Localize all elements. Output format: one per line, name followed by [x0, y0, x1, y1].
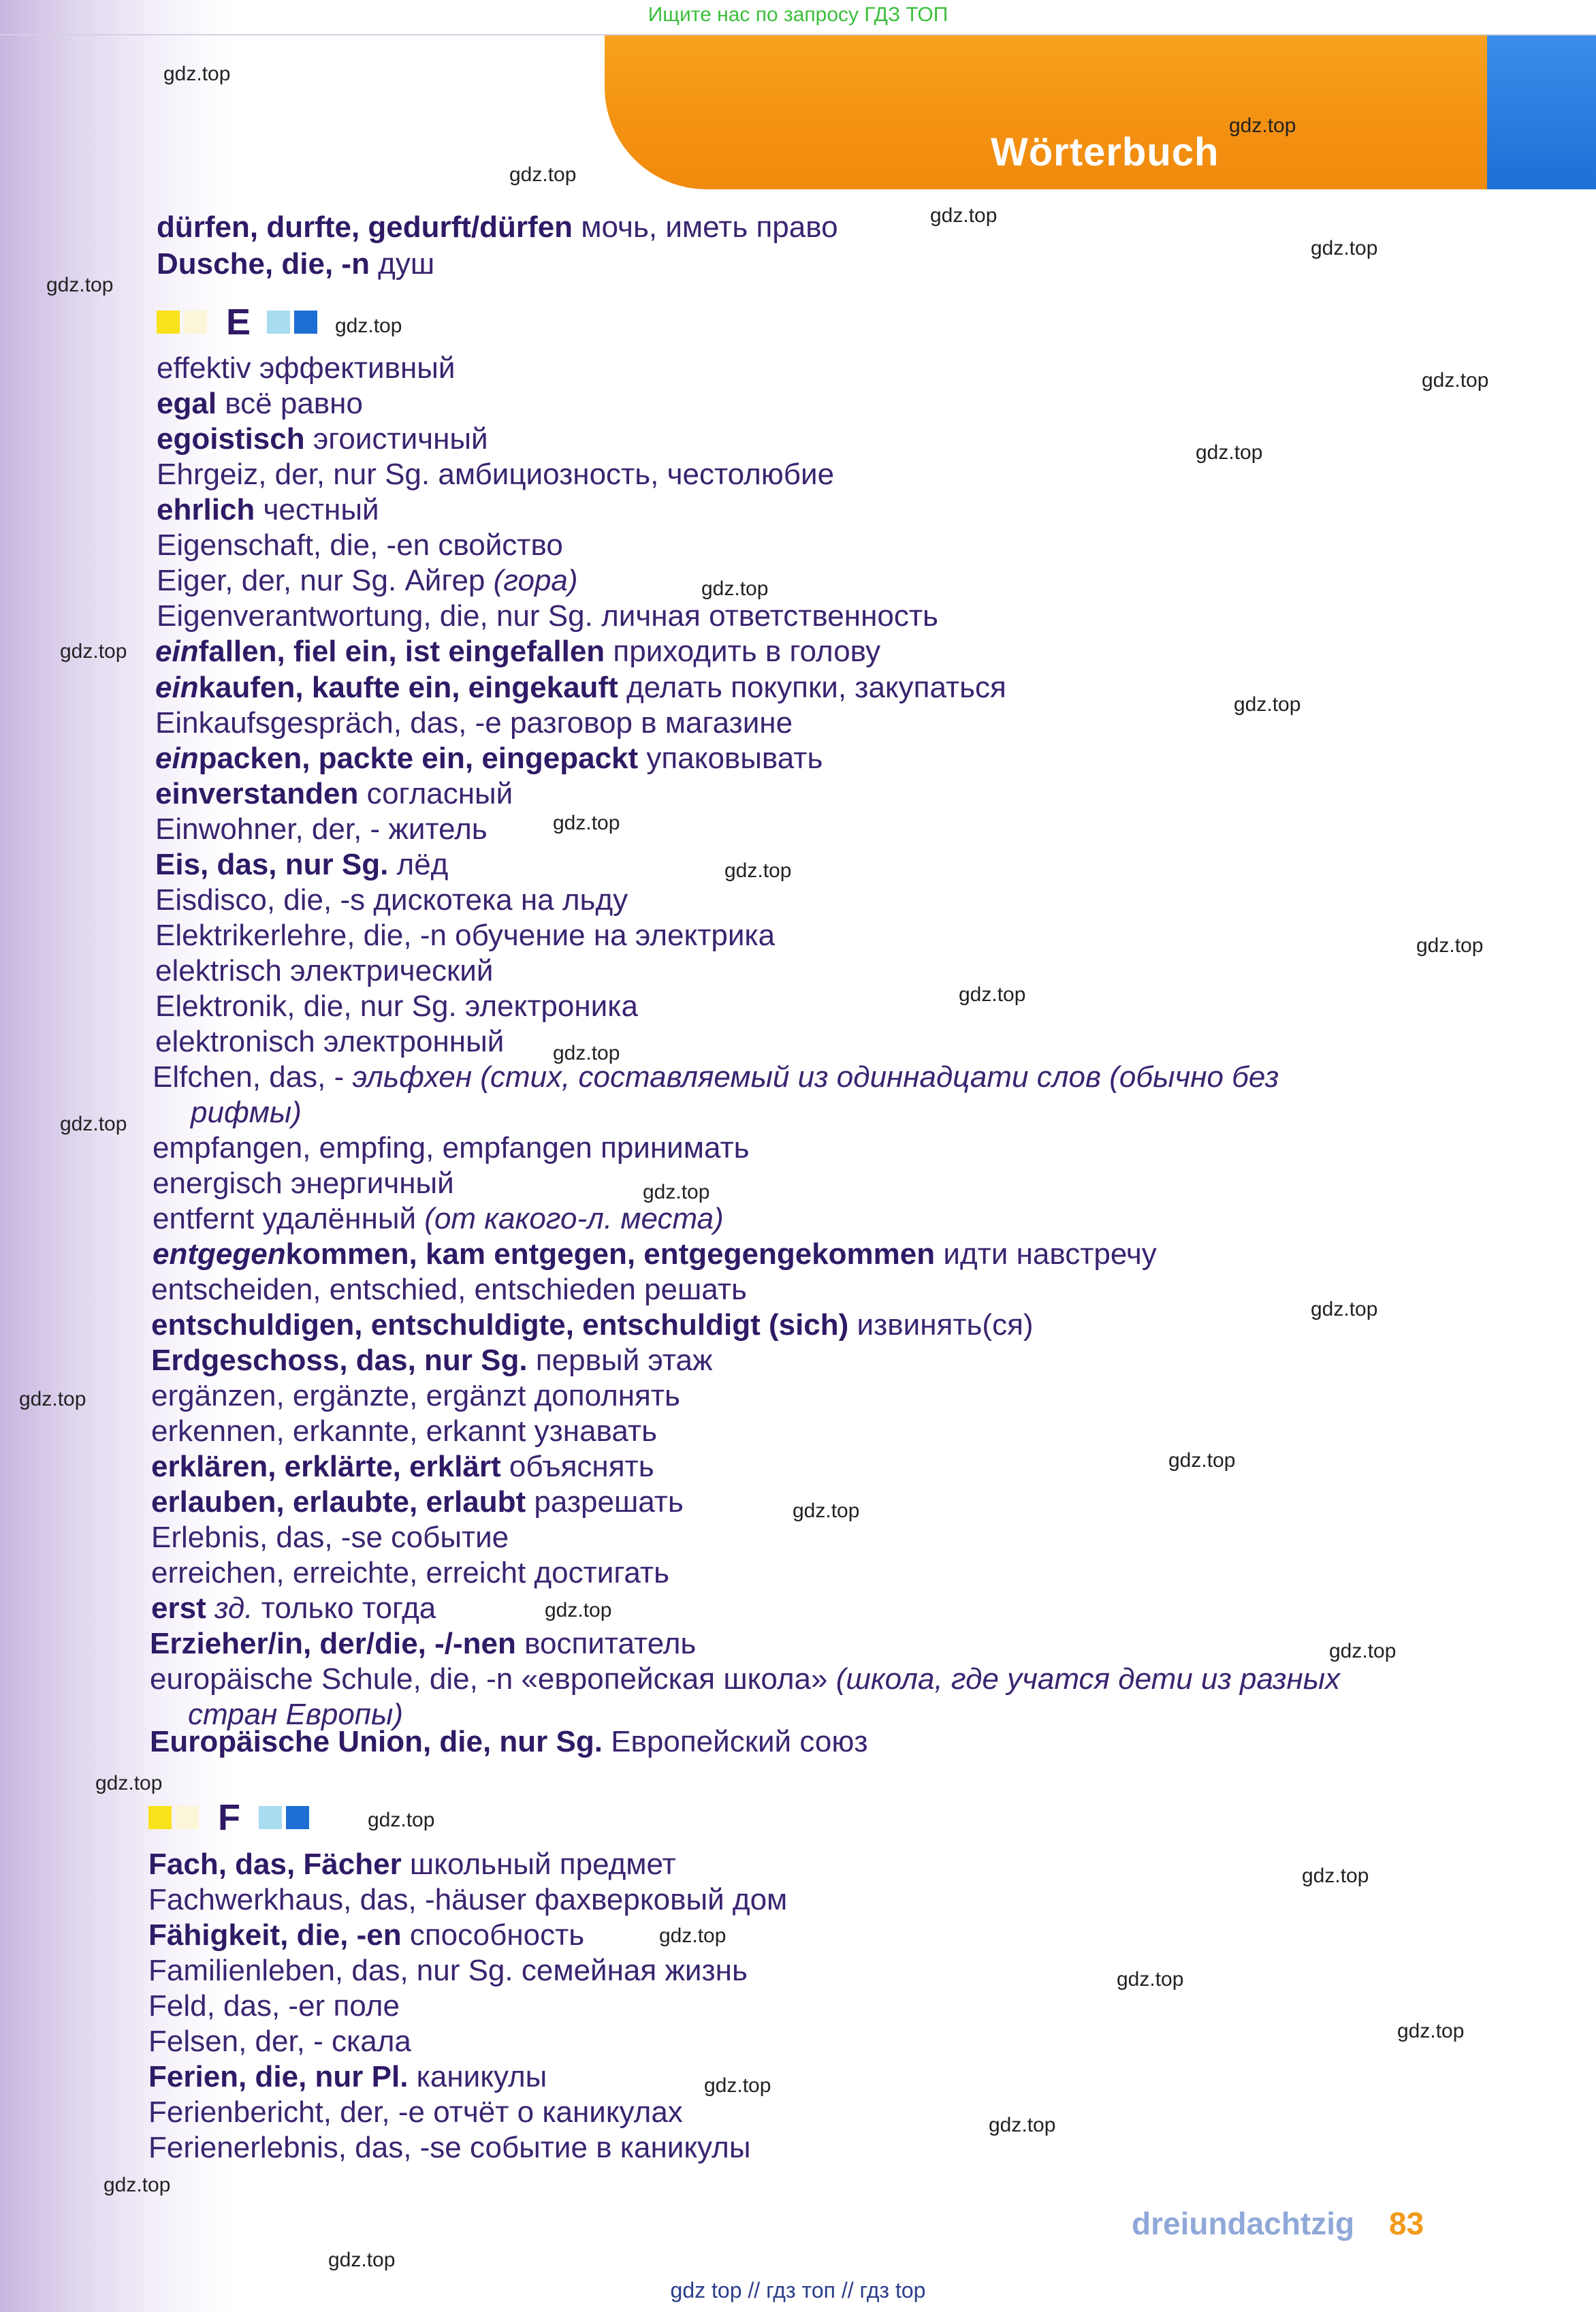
dictionary-entry: [155, 634, 880, 669]
entry-translation: семейная жизнь: [513, 1954, 748, 1987]
dark-blue-square-icon: [294, 311, 317, 334]
dictionary-entry: [153, 1201, 724, 1237]
dictionary-entry: [157, 528, 563, 563]
entry-translation: первый этаж: [527, 1344, 713, 1377]
watermark: gdz.top: [1311, 1298, 1378, 1320]
entry-translation: лёд: [388, 848, 449, 881]
entry-prefix: ein: [155, 742, 199, 775]
section-letter: F: [218, 1797, 240, 1838]
dictionary-entry: [153, 1166, 454, 1201]
entry-note: стран Европы): [188, 1698, 404, 1731]
light-blue-square-icon: [259, 1806, 282, 1829]
watermark: gdz.top: [545, 1599, 612, 1621]
entry-word: entfernt: [153, 1202, 255, 1235]
dictionary-entry: [148, 1847, 676, 1882]
dictionary-entry: [151, 1343, 712, 1378]
dictionary-entry: [157, 210, 838, 245]
dictionary-entry: [148, 2059, 547, 2095]
dictionary-entry: [151, 1555, 669, 1591]
entry-word: Europäische Union, die, nur Sg.: [150, 1725, 603, 1758]
dictionary-entry: [155, 776, 513, 812]
watermark: gdz.top: [335, 315, 402, 337]
entry-word: elektronisch: [155, 1025, 315, 1058]
entry-word: Ferienbericht, der, -e: [148, 2095, 425, 2129]
watermark: gdz.top: [793, 1500, 860, 1522]
entry-translation: школьный предмет: [401, 1848, 676, 1881]
section-header-f: [148, 1797, 353, 1843]
watermark: gdz.top: [509, 163, 577, 186]
entry-word: Felsen, der, -: [148, 2025, 323, 2058]
dark-blue-square-icon: [286, 1806, 309, 1829]
dictionary-entry: [153, 1237, 1157, 1272]
entry-translation: электронный: [315, 1025, 505, 1058]
dictionary-entry: [151, 1272, 747, 1308]
cream-square-icon: [176, 1806, 199, 1829]
entry-word: erlauben, erlaubte, erlaubt: [151, 1485, 526, 1519]
watermark: gdz.top: [1422, 369, 1489, 392]
watermark: gdz.top: [701, 577, 769, 600]
dictionary-entry: [157, 386, 363, 422]
dictionary-entry: [155, 953, 493, 989]
entry-translation: амбициозность, честолюбие: [430, 458, 835, 491]
watermark: gdz.top: [1416, 934, 1484, 957]
entry-word: erkennen, erkannte, erkannt: [151, 1414, 526, 1448]
dictionary-entry: [151, 1378, 680, 1414]
entry-translation: разрешать: [526, 1485, 684, 1519]
watermark: gdz.top: [368, 1809, 435, 1831]
entry-word: entschuldigen, entschuldigte, entschuldigt (sich): [151, 1308, 849, 1342]
dictionary-entry: [157, 247, 434, 282]
entry-translation: удалённый: [254, 1202, 417, 1235]
watermark: gdz.top: [930, 204, 998, 227]
entry-word: egal: [157, 387, 217, 420]
entry-word: Dusche, die, -n: [157, 247, 370, 281]
entry-translation: обучение на электрика: [446, 919, 776, 952]
entry-word: Eigenverantwortung, die, nur Sg.: [157, 599, 593, 633]
dictionary-entry: [155, 812, 488, 847]
entry-word: elektrisch: [155, 954, 282, 987]
entry-translation: электроника: [456, 989, 638, 1023]
dictionary-entry: [148, 2095, 683, 2130]
watermark: gdz.top: [95, 1772, 163, 1794]
page-number-word: dreiundachtzig: [1132, 2206, 1355, 2241]
yellow-square-icon: [157, 311, 180, 334]
entry-translation: способность: [401, 1918, 585, 1952]
dictionary-entry: [148, 1953, 748, 1989]
watermark: gdz.top: [724, 859, 792, 882]
watermark: gdz.top: [1302, 1865, 1369, 1887]
watermark: gdz.top: [1196, 441, 1263, 464]
entry-translation: личная ответственность: [592, 599, 938, 633]
dictionary-entry: [155, 1024, 504, 1060]
entry-word: ergänzen, ergänzte, ergänzt: [151, 1379, 526, 1412]
section-header-e: [157, 302, 361, 347]
entry-word: Ferien, die, nur Pl.: [148, 2060, 409, 2093]
entry-word: erreichen, erreichte, erreicht: [151, 1556, 526, 1589]
entry-word: Eis, das, nur Sg.: [155, 848, 389, 881]
watermark: gdz.top: [1234, 693, 1301, 716]
dictionary-entry: [150, 1626, 696, 1662]
watermark: gdz.top: [328, 2249, 396, 2271]
entry-word: Elektrikerlehre, die, -n: [155, 919, 447, 952]
entry-word: erst: [151, 1592, 206, 1625]
watermark: gdz.top: [553, 1042, 620, 1064]
dictionary-entry: [148, 1882, 787, 1918]
entry-word: Erzieher/in, der/die, -/-nen: [150, 1627, 516, 1660]
entry-translation: фахверковый дом: [526, 1883, 788, 1916]
entry-prefix: entgegen: [153, 1237, 286, 1271]
watermark: gdz.top: [19, 1388, 86, 1410]
dictionary-entry: [155, 741, 823, 776]
watermark: gdz.top: [1329, 1640, 1396, 1662]
entry-translation: разговор в магазине: [501, 706, 793, 740]
dictionary-entry: [155, 989, 638, 1024]
entry-note: (от какого-л. места): [416, 1202, 724, 1235]
entry-translation: энергичный: [282, 1167, 454, 1200]
dictionary-entry: [157, 492, 379, 528]
dictionary-entry: [157, 351, 456, 386]
dictionary-entry: [157, 457, 834, 492]
watermark: gdz.top: [1168, 1449, 1236, 1472]
entry-translation: «европейская школа»: [513, 1662, 828, 1696]
watermark: gdz.top: [959, 983, 1026, 1006]
entry-word: Einkaufsgespräch, das, -e: [155, 706, 502, 740]
entry-note: рифмы): [191, 1096, 302, 1129]
entry-word: Elektronik, die, nur Sg.: [155, 989, 457, 1023]
entry-translation: свойство: [430, 528, 563, 562]
entry-word: packen, packte ein, eingepackt: [198, 742, 639, 775]
entry-word: Eisdisco, die, -s: [155, 883, 366, 917]
watermark: gdz.top: [1397, 2020, 1465, 2042]
entry-note: (школа, где учатся дети из разных: [827, 1662, 1341, 1696]
entry-translation: Европейский союз: [602, 1725, 868, 1758]
dictionary-entry: [155, 847, 448, 883]
entry-word: Eigenschaft, die, -en: [157, 528, 430, 562]
dictionary-entry: [155, 883, 628, 918]
dictionary-entry: [148, 1989, 400, 2024]
entry-translation: только тогда: [253, 1592, 436, 1625]
entry-translation: приходить в голову: [605, 635, 881, 668]
entry-translation: делать покупки, закупаться: [618, 671, 1006, 704]
entry-translation: достигать: [526, 1556, 670, 1589]
entry-note: зд.: [206, 1592, 253, 1625]
watermark: gdz.top: [103, 2174, 171, 2196]
entry-prefix: ein: [155, 635, 199, 668]
watermark: gdz.top: [60, 1113, 127, 1135]
entry-word: Fachwerkhaus, das, -häuser: [148, 1883, 527, 1916]
entry-translation: душ: [369, 247, 435, 281]
entry-word: Einwohner, der, -: [155, 812, 381, 846]
entry-translation: честный: [255, 493, 379, 526]
entry-word: kaufen, kaufte ein, eingekauft: [198, 671, 618, 704]
top-banner: Ищите нас по запросу ГДЗ ТОП: [648, 3, 948, 26]
watermark: gdz.top: [163, 63, 231, 85]
dictionary-entry: [155, 670, 1006, 706]
entry-word: Erlebnis, das, -se: [151, 1521, 383, 1554]
watermark: gdz.top: [704, 2074, 771, 2097]
dictionary-entry: [155, 918, 775, 953]
dictionary-entry: [153, 1060, 1279, 1095]
entry-word: Elfchen, das, -: [153, 1060, 345, 1094]
header-blue-band: [1487, 35, 1596, 189]
entry-translation: извинять(ся): [848, 1308, 1034, 1342]
entry-translation: поле: [325, 1989, 400, 2023]
entry-translation: решать: [635, 1273, 747, 1306]
entry-translation: Айгер: [396, 564, 485, 597]
entry-translation: согласный: [358, 777, 513, 810]
entry-translation: эффективный: [251, 351, 456, 385]
dictionary-entry: [157, 563, 578, 599]
dictionary-entry: [151, 1520, 509, 1555]
entry-word: erklären, erklärte, erklärt: [151, 1450, 501, 1483]
yellow-square-icon: [148, 1806, 172, 1829]
entry-translation: эгоистичный: [304, 422, 488, 456]
entry-word: ehrlich: [157, 493, 255, 526]
watermark: gdz.top: [1117, 1968, 1184, 1991]
entry-translation: идти навстречу: [935, 1237, 1157, 1271]
entry-continuation: [191, 1095, 302, 1130]
watermark: gdz.top: [1229, 114, 1296, 137]
watermark: gdz.top: [659, 1925, 727, 1947]
entry-word: fallen, fiel ein, ist eingefallen: [198, 635, 605, 668]
cream-square-icon: [184, 311, 207, 334]
dictionary-entry: [157, 422, 488, 457]
watermark: gdz.top: [1311, 237, 1378, 259]
entry-translation: упаковывать: [638, 742, 823, 775]
dictionary-entry: [151, 1485, 684, 1520]
entry-word: egoistisch: [157, 422, 305, 456]
entry-word: entscheiden, entschied, entschieden: [151, 1273, 636, 1306]
entry-word: Fach, das, Fächer: [148, 1848, 402, 1881]
entry-word: dürfen, durfte, gedurft/dürfen: [157, 210, 573, 244]
entry-word: Feld, das, -er: [148, 1989, 325, 2023]
watermark: gdz.top: [553, 812, 620, 834]
dictionary-entry: [151, 1414, 657, 1449]
dictionary-entry: [150, 1662, 1340, 1697]
dictionary-entry: [155, 706, 793, 741]
entry-word: energisch: [153, 1167, 283, 1200]
entry-translation: принимать: [592, 1131, 750, 1165]
entry-word: Erdgeschoss, das, nur Sg.: [151, 1344, 528, 1377]
light-blue-square-icon: [267, 311, 290, 334]
entry-note: (гора): [485, 564, 578, 597]
dictionary-entry: [148, 1918, 584, 1953]
entry-word: einverstanden: [155, 777, 359, 810]
entry-translation: отчёт о каникулах: [424, 2095, 683, 2129]
dictionary-entry: [151, 1591, 436, 1626]
entry-prefix: ein: [155, 671, 199, 704]
entry-word: Fähigkeit, die, -en: [148, 1918, 402, 1952]
dictionary-entry: [153, 1130, 750, 1166]
entry-note: эльфхен (стих, составляемый из одиннадцати слов (обычно без: [344, 1060, 1279, 1094]
entry-translation: электрический: [281, 954, 494, 987]
entry-translation: всё равно: [217, 387, 363, 420]
entry-word: empfangen, empfing, empfangen: [153, 1131, 592, 1165]
entry-word: Ehrgeiz, der, nur Sg.: [157, 458, 430, 491]
entry-translation: событие в каникулы: [461, 2131, 751, 2164]
entry-word: Eiger, der, nur Sg.: [157, 564, 397, 597]
entry-translation: мочь, иметь право: [573, 210, 838, 244]
dictionary-entry: [150, 1724, 868, 1760]
entry-translation: событие: [382, 1521, 509, 1554]
dictionary-entry: [151, 1449, 654, 1485]
entry-translation: воспитатель: [515, 1627, 697, 1660]
page-title: Wörterbuch: [991, 130, 1219, 174]
dictionary-entry: [148, 2024, 411, 2059]
entry-translation: каникулы: [408, 2060, 547, 2093]
watermark: gdz.top: [60, 640, 127, 663]
watermark: gdz.top: [989, 2114, 1056, 2136]
dictionary-entry: [151, 1308, 1034, 1343]
dictionary-entry: [157, 599, 938, 634]
bottom-banner: gdz top // гдз топ // гдз top: [670, 2278, 926, 2302]
entry-translation: житель: [380, 812, 488, 846]
dictionary-entry: [148, 2130, 750, 2166]
watermark: gdz.top: [643, 1181, 710, 1203]
entry-word: Ferienerlebnis, das, -se: [148, 2131, 462, 2164]
entry-word: effektiv: [157, 351, 251, 385]
entry-word: europäische Schule, die, -n: [150, 1662, 513, 1696]
section-letter: E: [226, 302, 251, 343]
entry-translation: дополнять: [526, 1379, 680, 1412]
entry-word: kommen, kam entgegen, entgegengekommen: [285, 1237, 936, 1271]
entry-translation: узнавать: [526, 1414, 658, 1448]
entry-translation: дискотека на льду: [365, 883, 628, 917]
page-number: 83: [1389, 2206, 1424, 2241]
entry-word: Familienleben, das, nur Sg.: [148, 1954, 513, 1987]
entry-translation: скала: [323, 2025, 411, 2058]
entry-translation: объяснять: [500, 1450, 654, 1483]
watermark: gdz.top: [46, 274, 114, 296]
